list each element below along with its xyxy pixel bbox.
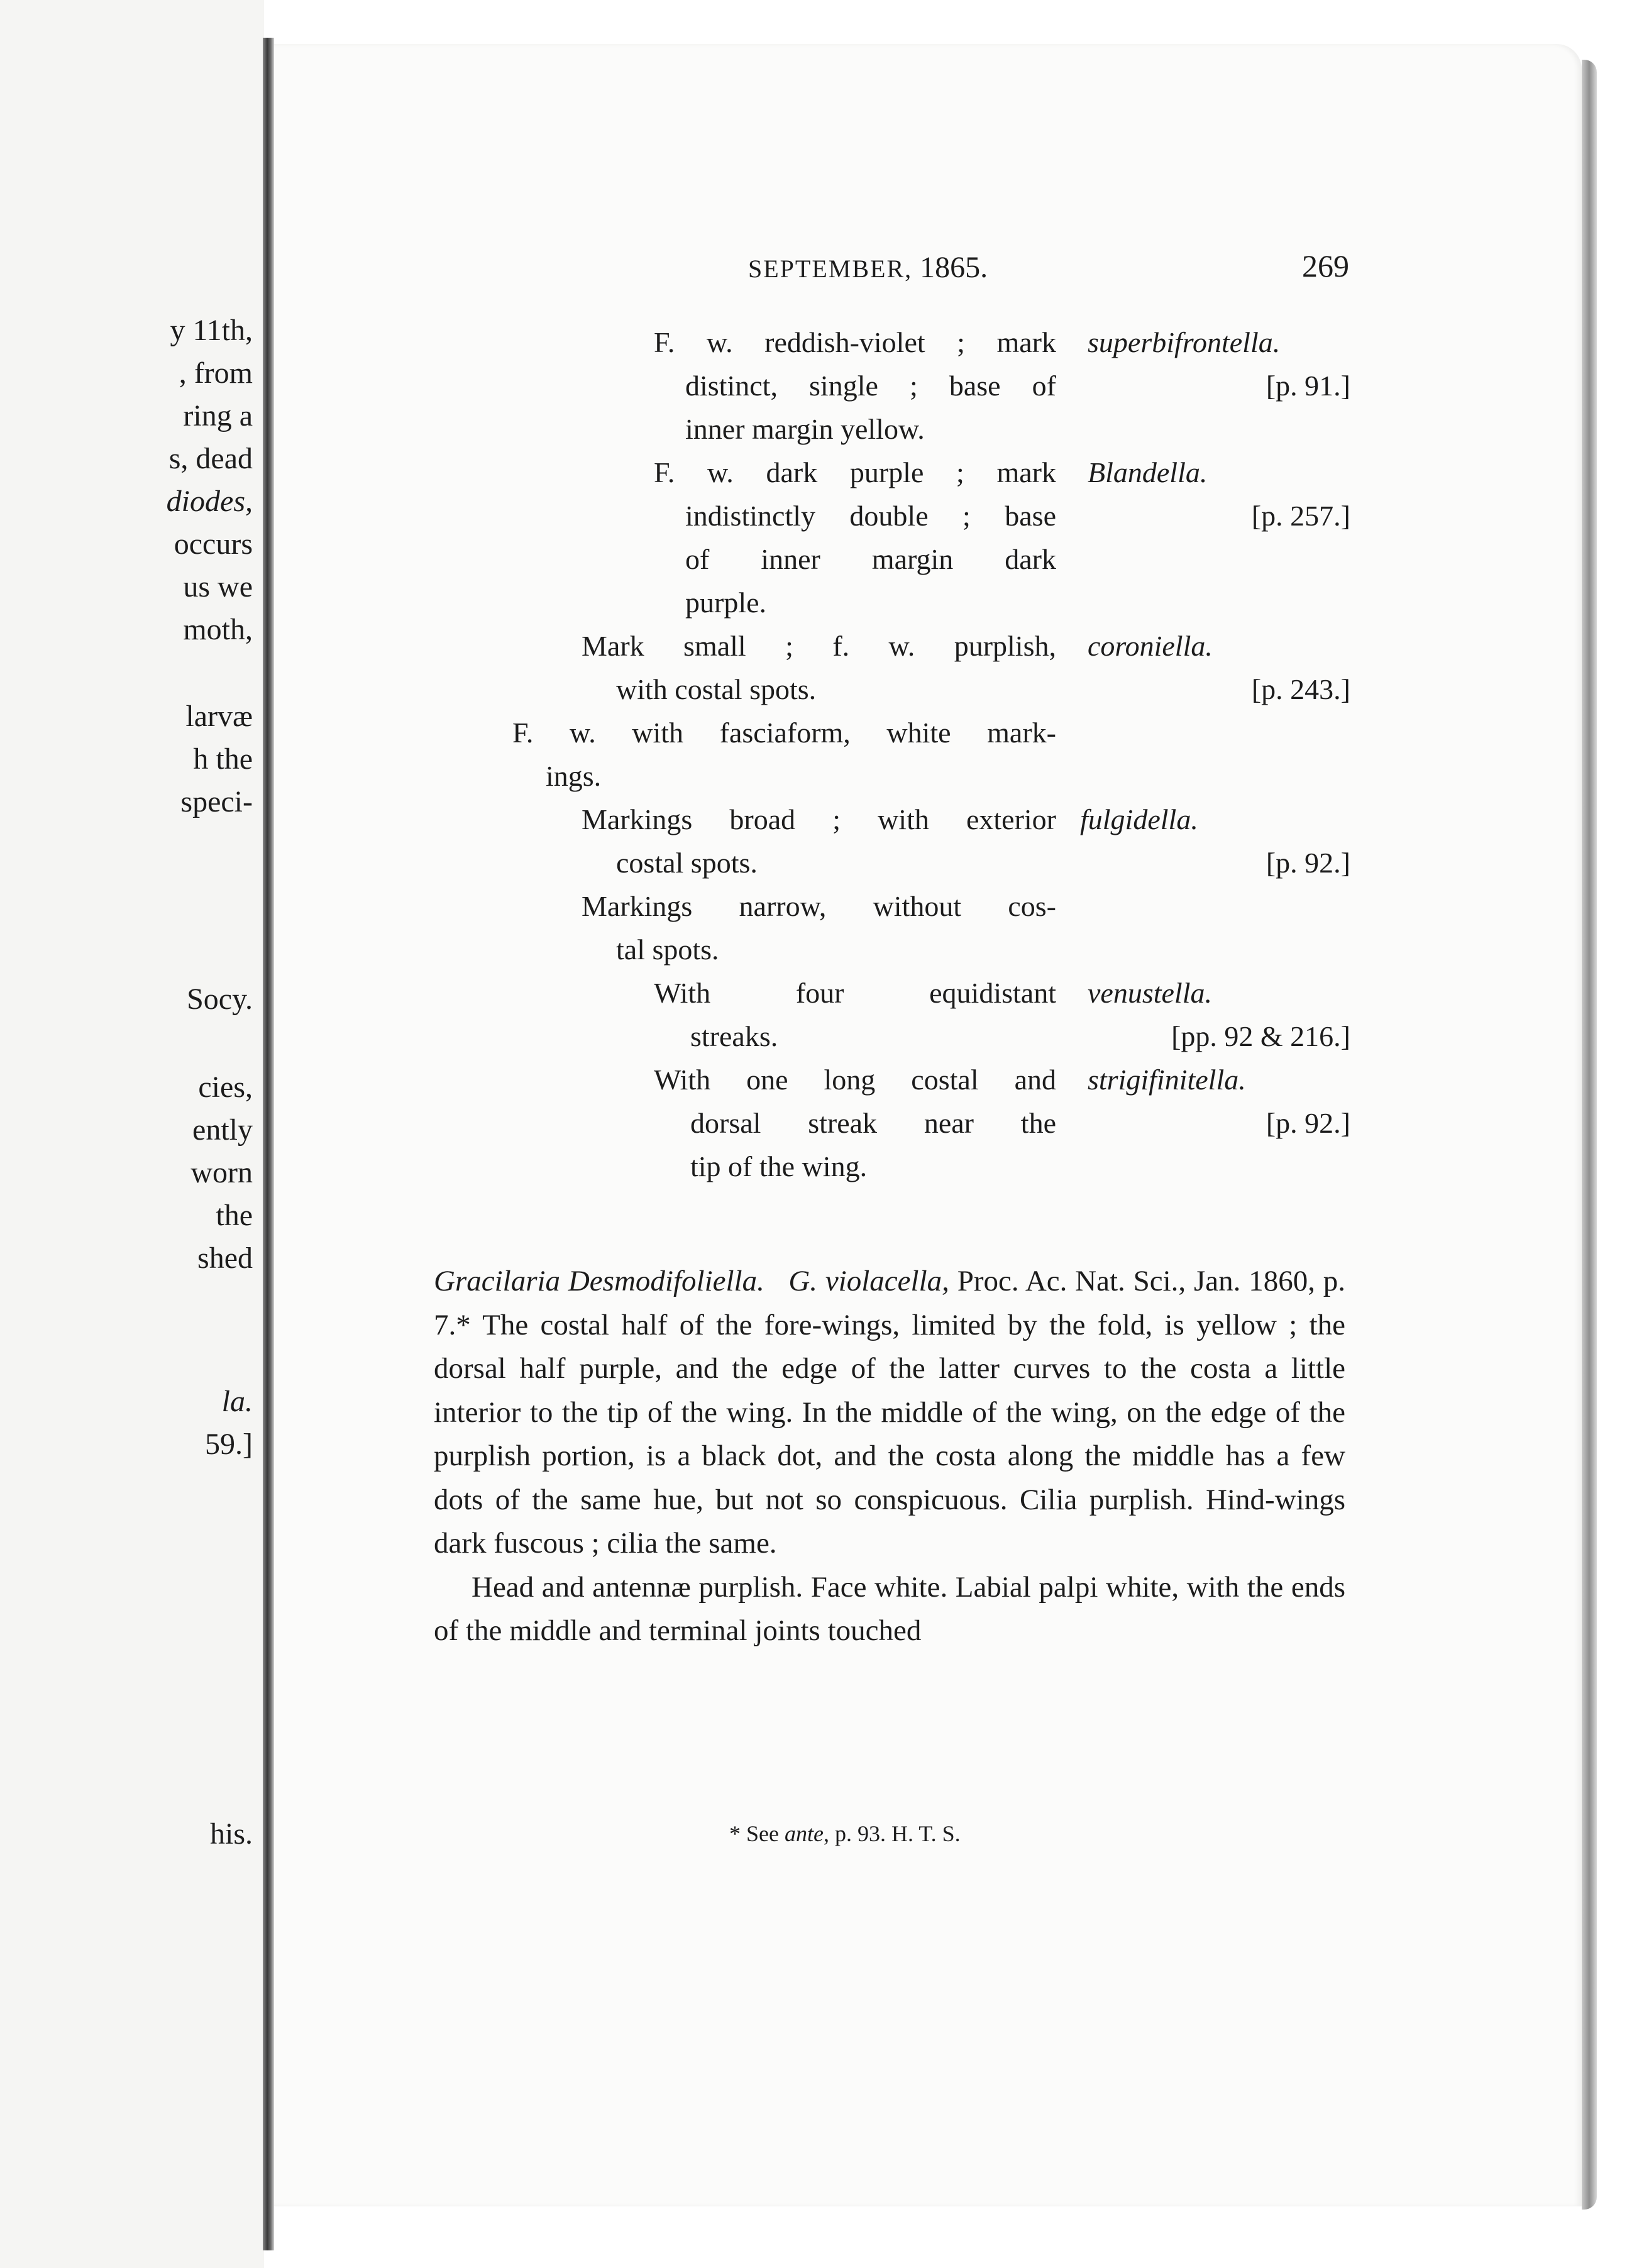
page-reference: [p. 92.] [1266,1107,1350,1139]
key-line: ings. [546,760,602,792]
key-line: distinct, single ; base of [685,370,1056,402]
left-line: occurs [174,527,253,561]
left-line: 59.] [205,1428,253,1461]
left-line: ring a [183,399,253,432]
paragraph-text: Head and antennæ purplish. Face white. Labial palpi white, with the ends of the middle and terminal joints touched [434,1570,1345,1647]
left-line: the [216,1199,253,1232]
left-line: diodes, [166,485,253,518]
species-name: Blandella. [1088,456,1208,488]
body-text [434,1260,1345,1653]
key-line: Markings broad ; with exterior [582,803,1056,835]
species-name: venustella. [1088,977,1212,1009]
species-name: fulgidella. [1080,803,1198,835]
key-line: F. w. dark purple ; mark [654,456,1056,488]
species-name: strigifinitella. [1088,1064,1246,1096]
page-edge [1582,60,1597,2210]
key-line: purple. [685,586,767,619]
page-reference: [pp. 92 & 216.] [1171,1020,1350,1052]
left-line: his. [209,1817,253,1851]
key-line: costal spots. [616,847,758,879]
running-year: 1865. [920,251,988,284]
key-line: of inner margin dark [685,543,1056,575]
footnote [729,1820,961,1847]
left-line: shed [197,1241,253,1275]
left-line: larvæ [185,700,253,733]
left-line: y 11th, [170,314,253,347]
left-line: s, dead [168,442,253,475]
left-line: Socy. [187,983,253,1016]
key-line: F. w. reddish-violet ; mark [654,326,1056,358]
running-title: SEPTEMBER, [748,255,913,283]
key-line: indistinctly double ; base [685,500,1056,532]
page-reference: [p. 92.] [1266,847,1350,879]
key-line: tal spots. [616,933,719,966]
left-line: ently [192,1113,253,1147]
paragraph [434,1260,1345,1566]
left-line: us we [183,570,253,603]
left-page-fragment [0,0,264,2268]
left-line: moth, [183,613,253,646]
paragraph [434,1566,1345,1653]
page-reference: [p. 257.] [1251,500,1350,532]
left-line: worn [190,1156,253,1189]
footnote-ante: ante [784,1821,824,1846]
species-synonym: G. violacella, [788,1265,949,1297]
page-reference: [p. 243.] [1251,673,1350,705]
key-line: dorsal streak near the [690,1107,1056,1139]
key-line: inner margin yellow. [685,413,925,445]
species-name: coroniella. [1088,630,1213,662]
left-line: speci- [180,785,253,818]
page-reference: [p. 91.] [1266,370,1350,402]
left-line: cies, [198,1071,253,1104]
key-line: With one long costal and [654,1064,1056,1096]
paragraph-text: Proc. Ac. Nat. Sci., Jan. 1860, p. 7.* The costal half of the fore-wings, limited by the fold, is yellow ; the dorsal half purple, and the edge of the latter curves to the costa a little interior to the tip of the wing. In the middle of the wing, on the edge of the purplish portion, is a black dot, and the costa along the middle has a few dots of the same hue, but not so conspicuous. Cilia purplish. Hind-wings dark fuscous ; cilia the same. [434,1265,1346,1560]
running-head [748,250,988,285]
book-gutter [263,38,274,2250]
page-number: 269 [1302,248,1349,284]
key-line: F. w. with fasciaform, white mark- [512,717,1056,749]
footnote-prefix: * See [729,1821,785,1846]
key-line: tip of the wing. [690,1150,868,1182]
key-line: Mark small ; f. w. purplish, [582,630,1056,662]
species-name: superbifrontella. [1088,326,1281,358]
key-line: streaks. [690,1020,778,1052]
key-line: With four equidistant [654,977,1056,1009]
species-title: Gracilaria Desmodifoliella. [434,1265,764,1297]
left-line: la. [221,1385,253,1418]
footnote-suffix: , p. 93. H. T. S. [823,1821,961,1846]
key-line: Markings narrow, without cos- [582,890,1056,922]
key-line: with costal spots. [616,673,817,705]
left-line: , from [179,356,253,390]
left-line: h the [193,742,253,776]
